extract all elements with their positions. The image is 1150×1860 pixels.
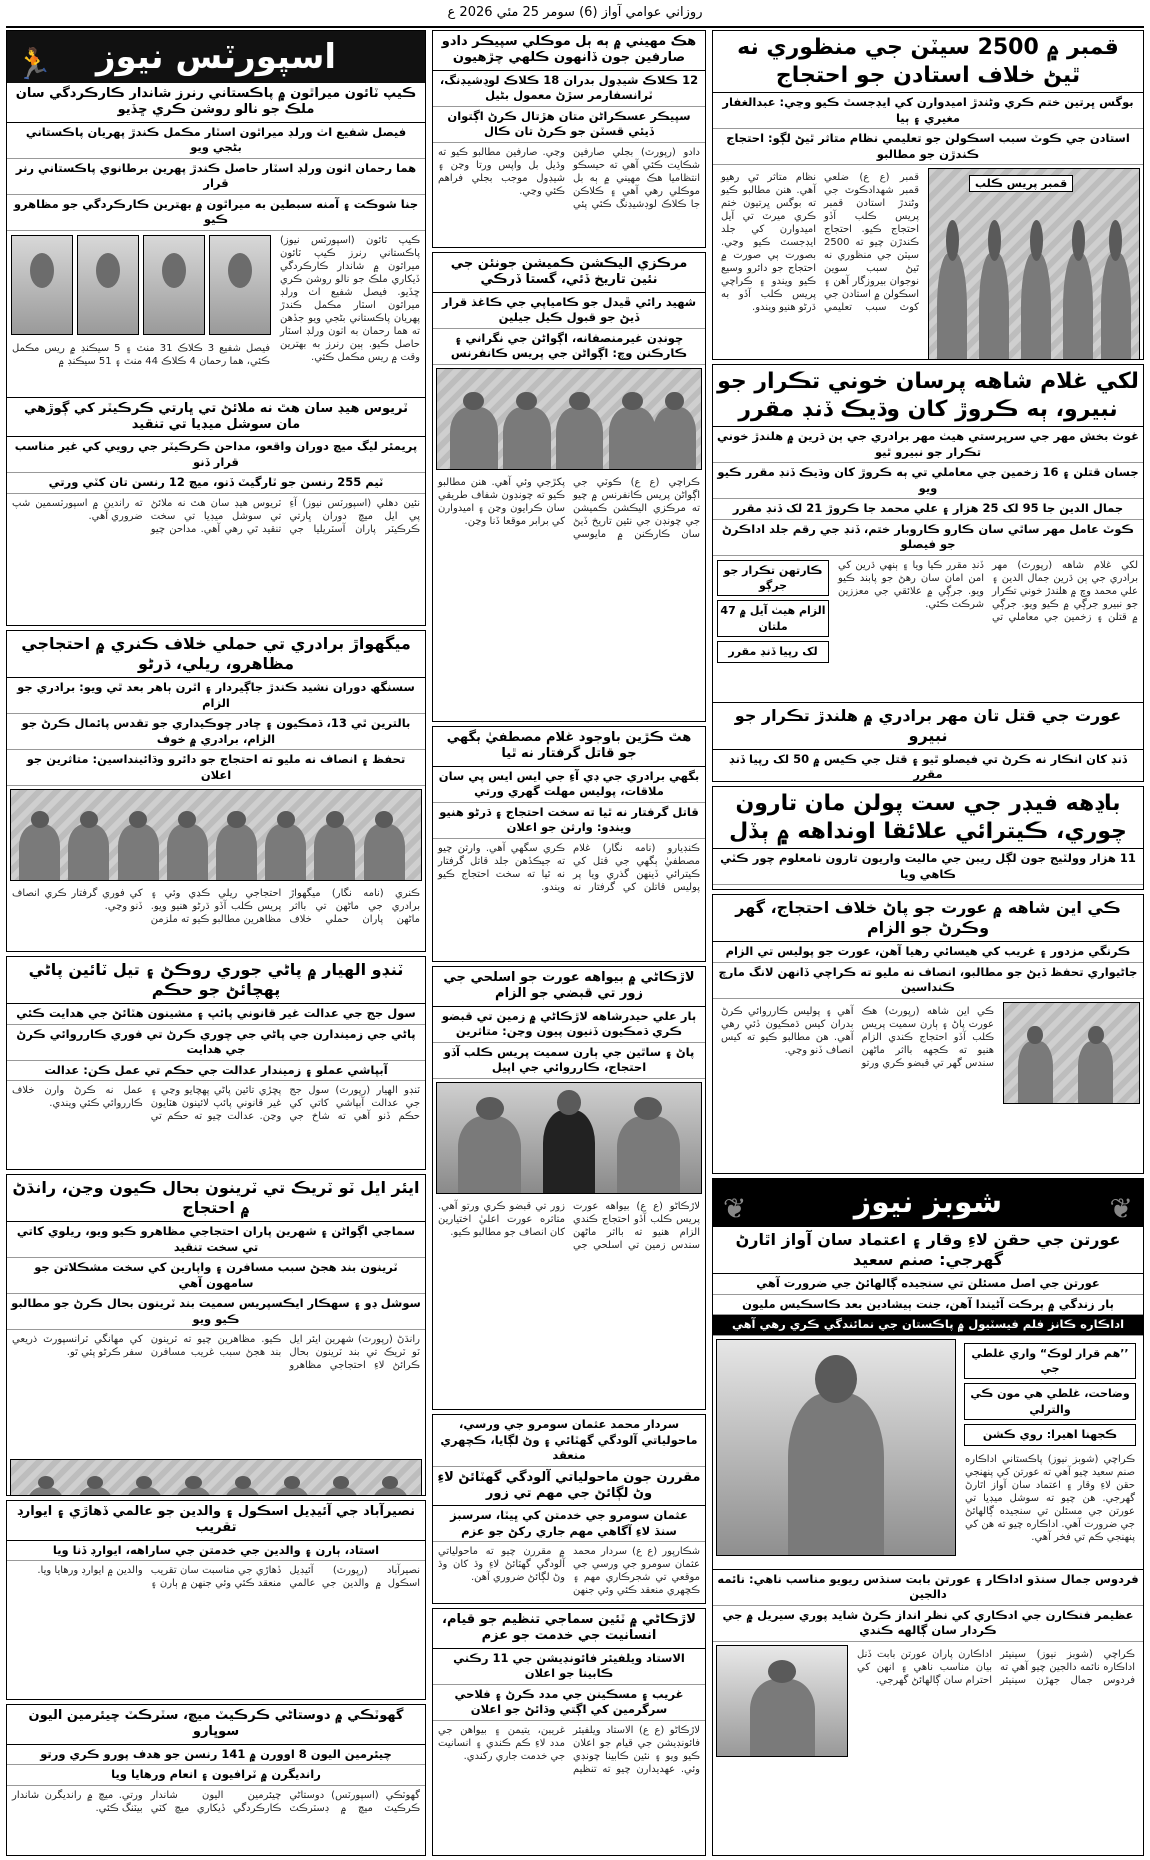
sports-sub1: فيصل شفيع اٺ ورلڊ ميراٿون اسٽار مڪمل ڪندڙ پهريان پاڪستاني بڻجي ويو bbox=[7, 123, 425, 159]
sports-sub2: هما رحمان اٺون ورلڊ اسٽار حاصل ڪندڙ پهرين برطانوي پاڪستاني رنر قرار bbox=[7, 159, 425, 195]
third-headline: عورت جي قتل تان مهر برادري ۾ هلندڙ تڪرار جو نبيرو bbox=[713, 702, 1143, 750]
sports-sub5: ٽيم 255 رنسن جو ٽارگيٽ ڏنو، ميچ 12 رنسن تان کٽي ورتي bbox=[7, 473, 425, 494]
showbiz-sub1: عورتن جي اصل مسئلن تي سنجيده ڳالهائڻ جي ضرورت آهي bbox=[713, 1274, 1143, 1295]
sports-headline: ڪيپ ٽائون ميراٿون ۾ پاڪستاني رنرز شاندار ڪارڪردگي سان ملڪ جو نالو روشن ڪري ڇڏيو bbox=[7, 83, 425, 123]
mid-fourth-story bbox=[432, 966, 706, 1410]
mid-first-sub2: سپيڪر عسڪراڻن متان هڙتال ڪرڻ اڳتوان ڏيئي قسٽن جو ڪرڻ تان ڪال bbox=[433, 107, 705, 143]
left-sixth-body: گهوٽڪي (اسپورٽس) دوستاڻي ڪرڪيٽ ميچ ۾ ڊسٽرڪٽ چيئرمين اليون شاندار ڪارڪردگي ڏيکاري ميچ کٽي ورتي. ميچ ۾ رانديگرن شاندار بيٽنگ ڪئي. bbox=[12, 1789, 420, 1814]
second-sub3: جمال الدين جا 95 لک 25 هزار ۽ علي محمد جا ڪروڙ 21 لک ڏنڊ مقرر bbox=[713, 499, 1143, 520]
lead-photo-tag: قمبر پريس ڪلب bbox=[969, 175, 1073, 192]
mid-sixth-story bbox=[432, 1608, 706, 1856]
runner-photo bbox=[143, 235, 205, 335]
mid-first-headline: هڪ مهيني ۾ ٻه ٻل موڪلي سپيڪر دادو صارفين جون ڏانهون ڪلهي چڙهيون bbox=[433, 31, 705, 71]
showbiz-sub2: ٻار زندگي ۾ ٻرڪت آڻيندا آهن، جنت ٻيشادين بعد ڪاسڪيس مليون bbox=[713, 1295, 1143, 1316]
mid-fifth-sub1: عثمان سومرو جي خدمتن کي ڀيٽا، سرسبز سنڌ لاءِ آگاهي مهم جاري رکڻ جو عزم bbox=[433, 1506, 705, 1542]
showbiz-photo bbox=[716, 1339, 956, 1556]
second-body: لکي غلام شاهه (رپورٽ) مهر برادري جي ٻن ڌرين جمال الدين ۽ علي محمد وچ ۾ هلندڙ خوني تڪرار جو نبيرو جرڳي ۾ ڪيو ويو. جرڳي ۾ قتلن ۽ زخمين جي معاملي تي ڏنڊ مقرر ڪيا ويا ۽ ٻنهي ڌرين کي امن امان سان رهڻ جو پابند ڪيو ويو. جرڳي ۾ علائقي جي معززين شرڪت ڪئي. bbox=[838, 559, 1138, 623]
mid-sixth-headline: لاڙڪاڻي ۾ ٽئين سماجي تنظيم جو قيام، انسانيت جي خدمت جو عزم bbox=[433, 1609, 705, 1649]
mid-fourth-headline: لاڙڪاڻي ۾ بيواهه عورت جو اسلحي جي زور تي قبضي جو الزام bbox=[433, 967, 705, 1007]
left-fifth-body: نصيرآباد (رپورٽ) آئيڊيل اسڪول ۾ والدين جي عالمي ڏهاڙي جي مناسبت سان تقريب منعقد ڪئي وئي جنهن ۾ ٻارن ۽ والدين ۾ ايوارڊ ورهايا ويا. bbox=[37, 1565, 420, 1590]
second-inset1: ڪارتهن تڪرار جو جرڳو bbox=[717, 560, 829, 597]
second-inset3: لک رپيا ڏنڊ مقرر bbox=[717, 641, 829, 662]
runner-icon: 🏃 bbox=[15, 47, 53, 82]
left-second-sub1: سسنگھ دوران نشيد ڪندڙ جاڳيردار ۽ اٿرن ٻاهر بعد ٿي ويو: برادري جو الزام bbox=[7, 678, 425, 714]
sports-headline2: ٽريوس هيڊ سان هٿ نه ملائڻ تي ڀارتي ڪرڪيٽر کي ڳوڙهي مان سوشل ميڊيا تي تنقيد bbox=[7, 397, 425, 438]
second-headline: لکي غلام شاهه پرسان خوني تڪرار جو نبيرو، ٻه ڪروڙ کان وڌيڪ ڏنڊ مقرر bbox=[713, 365, 1143, 427]
left-second-sub3: تحفظ ۽ انصاف نه مليو ته احتجاج جو دائرو وڌائينداسين: متاثرين جو اعلان bbox=[7, 750, 425, 786]
runner-portraits bbox=[7, 231, 275, 339]
left-third-sub1: سول جج جي عدالت غير قانوني پائپ ۽ مشينون هٽائڻ جي هدايت ڪئي bbox=[7, 1004, 425, 1025]
ornament-icon: ❦ bbox=[723, 1192, 747, 1225]
left-column bbox=[6, 30, 426, 1856]
showbiz-inset2: وضاحت، غلطي هي مون ڪي والترلي bbox=[964, 1383, 1136, 1420]
left-third-sub2: پاڻي جي زميندارن جي پاڻي جي چوري ڪرڻ تي فوري ڪارروائي ڪرڻ جي هدايت bbox=[7, 1025, 425, 1061]
left-second-headline: ميگهواڙ برادري تي حملي خلاف ڪنري ۾ احتجاجي مظاهرو، ريلي، ڌرڻو bbox=[7, 631, 425, 678]
second-sub4: ڪوٽ عامل مهر ساٿي سان ڪارو ڪاروبار ختم، ڏنڊ جي رقم جلد اداڪرڻ جو فيصلو bbox=[713, 520, 1143, 556]
mid-third-sub2: قاتل گرفتار نه ٿيا ته سخت احتجاج ۽ ڌرڻو هنيو ويندو: وارثن جو اعلان bbox=[433, 803, 705, 839]
mid-fifth-headline: مقررن جون ماحولياتي آلودگي گهٽائڻ لاءِ وڻ لڳائڻ جي مهم تي زور bbox=[433, 1467, 705, 1507]
sports-stat: فيصل شفيع 3 ڪلاڪ 31 منٽ ۽ 5 سيڪنڊ ۾ ريس مڪمل ڪئي، هما رحمان 4 ڪلاڪ 44 منٽ ۽ 51 سيڪنڊ ۾ bbox=[12, 342, 270, 367]
showbiz-section bbox=[712, 1178, 1144, 1856]
lead-headline: قمبر ۾ 2500 سيٽن جي منظوري نه ٿيڻ خلاف استادن جو احتجاج bbox=[713, 31, 1143, 93]
lead-body: قمبر (ع ع) ضلعي قمبر شهدادڪوٽ جي وڻندڙ استادن قمبر پريس ڪلب آڏو احتجاج ڪيو. احتجاج ڪندڙن چيو ته 2500 سيٽن جي منظوري نه ٿيڻ سبب سوين نوجوان بيروزگار آهن ۽ اسڪولن ۾ استادن جي کوٽ سبب تعليمي نظام متاثر ٿي رهيو آهي. هنن مطالبو ڪيو ته بوگس ڀرتيون ختم ڪري ميرٽ تي آيل اميدوارن کي جلد ايڊجسٽ ڪيو وڃي. بصورت ٻي صورت ۾ احتجاج جو دائرو وسيع ڪيو ويندو ۽ ڪراچي پريس ڪلب آڏو به ڌرڻو هنيو ويندو. bbox=[721, 172, 919, 314]
fourth-sub1: 11 هزار وولٽيج جون لڳل ريبن جي ماليت واريون تارون نامعلوم چور ڪٽي ڪاهي ويا bbox=[713, 849, 1143, 885]
left-fourth-story bbox=[6, 1174, 426, 1496]
mid-second-story bbox=[432, 252, 706, 722]
sports-section bbox=[6, 30, 426, 626]
left-third-headline: ٽنڊو الهيار ۾ پاڻي جوري روڪڻ ۽ تيل ٽائين پاڻي پهچائڻ جو حڪم bbox=[7, 957, 425, 1004]
left-third-sub3: آبپاشي عملو ۽ زميندار عدالت جي حڪم تي عمل ڪن: عدالت bbox=[7, 1061, 425, 1082]
mid-first-body: دادو (رپورٽ) بجلي صارفين شڪايت ڪئي آهي ته حيسڪو انتظاميا هڪ مهيني ۾ ٻه بل موڪلي رهي آهي ۽ ڪلاڪن جا ڪلاڪ لوڊشيڊنگ ڪئي پئي وڃي. صارفين مطالبو ڪيو ته وڌيل بل واپس ورتا وڃن ۽ شيڊول موجب بجلي فراهم ڪئي وڃي. bbox=[438, 146, 700, 210]
lead-story bbox=[712, 30, 1144, 360]
mid-fifth-story bbox=[432, 1414, 706, 1604]
mid-third-story bbox=[432, 726, 706, 962]
mid-first-sub1: 12 ڪلاڪ شيڊول بدران 18 ڪلاڪ لوڊشيڊنگ، ٽرانسفارمر سڙڻ معمول بڻيل bbox=[433, 71, 705, 107]
left-sixth-sub1: چيئرمين اليون 8 اوورن ۾ 141 رنسن جو هدف پورو ڪري ورتو bbox=[7, 1745, 425, 1766]
mid-third-headline: هٿ ڪڙين باوجود غلام مصطفيٰ ٻگهي جو قاتل گرفتار نه ٿيا bbox=[433, 727, 705, 767]
left-sixth-headline: گهوٽڪي ۾ دوستاڻي ڪرڪيٽ ميچ، سٽرڪٽ چيئرمين اليون سوڀارو bbox=[7, 1705, 425, 1745]
showbiz-body: ڪراچي (شوبز نيوز) پاڪستاني اداڪاره صنم سعيد چيو آهي ته عورتن کي پنهنجي حقن لاءِ وقار ۽ اعتماد سان آواز اٿارڻ گهرجي. هن چيو ته سوشل ميڊيا تي عورتن جي مسئلن تي سنجيده ڳالهائڻ جي ضرورت آهي. اداڪاره چيو ته هن کي پنهنجي ڪم تي فخر آهي. bbox=[965, 1453, 1135, 1543]
right-column bbox=[712, 30, 1144, 1856]
left-fifth-sub1: استاد، ٻارن ۽ والدين جي خدمتن جي ساراهه، ايوارڊ ڏنا ويا bbox=[7, 1541, 425, 1562]
third-sub1: ڏنڊ کان انڪار نه ڪرڻ تي فيصلو ٿيو ۽ قتل جي ڪيس ۾ 50 لک رپيا ڏنڊ مقرر bbox=[713, 750, 1143, 782]
second-sub1: غوث بخش مهر جي سرپرستي هيٺ مهر برادري جي ٻن ڌرين ۾ هلندڙ خوني تڪرار جو نبيرو ٿيو bbox=[713, 427, 1143, 463]
left-third-body: ٽنڊو الهيار (رپورٽ) سول جج جي عدالت آبپاشي کاتي کي حڪم ڏنو آهي ته شاخ جي پڇڙي تائين پاڻي پهچايو وڃي ۽ غير قانوني پائپ لائينون هٽايون وڃن. عدالت چيو ته حڪم تي عمل نه ڪرڻ وارن خلاف ڪارروائي ڪئي ويندي. bbox=[12, 1085, 420, 1123]
mid-first-story bbox=[432, 30, 706, 248]
second-inset2: الزام هيٺ آيل ۾ 47 ملتان bbox=[717, 600, 829, 637]
showbiz-sub3: اداڪاره ڪانز فلم فيسٽيول ۾ پاڪستان جي نمائندگي ڪري رهي آهي bbox=[713, 1315, 1143, 1336]
left-fourth-sub2: ٽرينون بند هجڻ سبب مسافرن ۽ واپارين کي سخت مشڪلاتن جو سامهون آهي bbox=[7, 1258, 425, 1294]
showbiz-headline: عورتن جي حقن لاءِ وقار ۽ اعتماد سان آواز اٿارڻ گهرجي: صنم سعيد bbox=[713, 1227, 1143, 1274]
mid-fourth-photo bbox=[436, 1082, 702, 1194]
sports-body2: نئين دهلي (اسپورٽس نيوز) آءِ پي ايل ميچ دوران ڀارتي ڪرڪيٽر پاران آسٽريليا جي ٽريوس هيڊ سان هٿ نه ملائڻ تي سوشل ميڊيا تي سخت تنقيد ٿي رهي آهي. مداحن چيو ته راندين ۾ اسپورٽسمين شپ ضروري آهي. bbox=[12, 497, 420, 535]
left-second-sub2: بالترين ٿي 13، ڌمڪيون ۽ چادر چوڪيداري جو تقدس پائمال ڪرڻ جو الزام، برادري ۾ خوف bbox=[7, 714, 425, 750]
second-story bbox=[712, 364, 1144, 782]
left-fourth-body: رانڌڻ (رپورٽ) شهرين ايئر ايل ٽو ٽريڪ تي بند ٽرينون بحال ڪرائڻ لاءِ احتجاجي مظاهرو ڪيو. مظاهرين چيو ته ٽرينون بند هجڻ سبب غريب مسافرن کي مهانگي ٽرانسپورٽ ذريعي سفر ڪرڻو پئي ٿو. bbox=[12, 1334, 420, 1372]
left-sixth-sub2: رانديگرن ۾ ٽرافيون ۽ انعام ورهايا ويا bbox=[7, 1765, 425, 1786]
left-fifth-headline: نصيرآباد جي آئيڊيل اسڪول ۽ والدين جو عالمي ڏهاڙي ۽ ايوارڊ تقريب bbox=[7, 1501, 425, 1541]
ornament-icon: ❦ bbox=[1109, 1192, 1133, 1225]
fifth-sub2: جاڻيواري تحفظ ڏيڻ جو مطالبو، انصاف نه مليو ته ڪراچي ڏانهن لانگ مارچ ڪنداسين bbox=[713, 963, 1143, 999]
middle-column bbox=[432, 30, 706, 1856]
lead-photo bbox=[928, 168, 1140, 360]
sports-banner-title: اسپورٽس نيوز bbox=[95, 37, 337, 77]
showbiz-inset1: ’’هم قرار لوڪ“ واري غلطي جي bbox=[964, 1343, 1136, 1380]
runner-photo bbox=[11, 235, 73, 335]
fifth-sub1: ڪرنگي مزدور ۽ غريب کي هيسائي رهيا آهن، عورت جو پوليس تي الزام bbox=[713, 942, 1143, 963]
left-second-story bbox=[6, 630, 426, 952]
fourth-story bbox=[712, 786, 1144, 890]
left-fourth-sub3: سوشل ڊو ۽ سهڪار ايڪسپريس سميت بند ٽرينون بحال ڪرڻ جو مطالبو ڪيو ويو bbox=[7, 1294, 425, 1330]
sports-sub3: جنا شوڪت ۽ آمنه سبطين به ميراٿون ۾ بهترين ڪارڪردگي جو مظاهرو ڪيو bbox=[7, 195, 425, 231]
showbiz-sub4: فردوس جمال سنڌو اداڪار ۽ عورتن بابت سنڌس ريويو مناسب ناهي: نائمه دالجين bbox=[713, 1569, 1143, 1606]
left-second-photo bbox=[10, 789, 422, 881]
mid-fifth-top: سردار محمد عثمان سومرو جي ورسي، ماحولياتي آلودگي گهٽائي ۽ وڻ لڳايا، ڪچهري منعقد bbox=[433, 1415, 705, 1467]
mid-second-headline: مرڪزي اليڪشن ڪميشن جونئن جي نئين تاريخ ڏئي، گستا ڏرڪي bbox=[433, 253, 705, 293]
left-third-story bbox=[6, 956, 426, 1170]
left-fourth-sub1: سماجي اڳواڻن ۽ شهرين پاران احتجاجي مظاهرو ڪيو ويو، ريلوي کاتي تي سخت تنقيد bbox=[7, 1222, 425, 1258]
mid-second-body: ڪراچي (ع ع) ڪوٽي جي اڳواڻن پريس ڪانفرنس ۾ چيو ته مرڪزي اليڪشن ڪميشن جي چونڊن جي نئين تاريخ ڏيڻ سان ڪارڪنن ۾ مايوسي پکڙجي وئي آهي. هنن مطالبو ڪيو ته چونڊون شفاف طريقي سان ڪرايون وڃن ۽ اميدوارن کي برابر موقعا ڏنا وڃن. bbox=[438, 476, 700, 540]
mid-fourth-body: لاڙڪاڻو (ع ع) بيواهه عورت پريس ڪلب آڏو احتجاج ڪندي الزام هنيو ته بااثر ماڻهن سندس زمين تي اسلحي جي زور تي قبضو ڪري ورتو آهي. متاثره عورت اعليٰ اختيارين کان انصاف جو مطالبو ڪيو. bbox=[438, 1200, 700, 1251]
mid-second-sub2: چونڊن غيرمنصفانه، اڳواڻن جي نگراني ۽ ڪارڪنن وچ: اڳواڻن جي پريس ڪانفرنس bbox=[433, 329, 705, 365]
showbiz-banner bbox=[713, 1179, 1143, 1227]
showbiz-sub5: عظيمر فنڪارن جي ادڪاري کي نظر انداز ڪرڻ شايد پوري سيريل ۾ جي ڪردار سان ڳالهه ڪندي bbox=[713, 1606, 1143, 1642]
lead-sub2: استادن جي ڪوٽ سبب اسڪولن جو تعليمي نظام متاثر ٿيڻ لڳو: احتجاج ڪندڙن جو مطالبو bbox=[713, 129, 1143, 165]
left-fourth-headline: ايئر ايل ٽو ٽريڪ تي ٽرينون بحال ڪيون وڃن، رانڌڻ ۾ احتجاج bbox=[7, 1175, 425, 1222]
runner-photo bbox=[77, 235, 139, 335]
mid-sixth-sub2: غريب ۽ مسڪينن جي مدد ڪرڻ ۽ فلاحي سرگرمين کي اڳتي وڌائڻ جو اعلان bbox=[433, 1685, 705, 1721]
fifth-story bbox=[712, 894, 1144, 1174]
left-second-body: ڪنري (نامه نگار) ميگهواڙ برادري جي ماڻهن تي بااثر ماڻهن پاران حملي خلاف احتجاجي ريلي ڪڍي وئي ۽ پريس ڪلب آڏو ڌرڻو هنيو ويو. مظاهرين مطالبو ڪيو ته ملزمن کي فوري گرفتار ڪري انصاف ڏنو وڃي. bbox=[12, 888, 420, 926]
sports-body: ڪيپ ٽائون (اسپورٽس نيوز) پاڪستاني رنرز ڪيپ ٽائون ميراٿون ۾ شاندار ڪارڪردگي ڏيکاري ملڪ جو نالو روشن ڪري ڇڏيو. فيصل شفيع اٺ ورلڊ ميراٿون اسٽار مڪمل ڪندڙ پهريان پاڪستاني بڻجي ويو جڏهن ته هما رحمان به اٺون ورلڊ اسٽار حاصل ڪيو. ٻين رنرز به بهترين وقت ۾ ريس مڪمل ڪئي. bbox=[280, 234, 420, 363]
fifth-body: ڪي اين شاهه (رپورٽ) هڪ عورت پاڻ ۽ ٻارن سميت پريس ڪلب آڏو احتجاج ڪندي الزام هنيو ته ڪجهه بااثر ماڻهن سندس گهر تي قبضو ڪري ورتو آهي ۽ پوليس ڪارروائي ڪرڻ بدران کيس ڌمڪيون ڏئي رهي آهي. هن مطالبو ڪيو ته کيس انصاف ڏنو وڃي. bbox=[721, 1005, 994, 1069]
runner-photo bbox=[209, 235, 271, 335]
mid-sixth-body: لاڙڪاڻو (ع ع) الاستاد ويلفيئر فائونڊيشن جي قيام جو اعلان ڪيو ويو ۽ نئين ڪابينا چونڊي وئي. عهديدارن چيو ته تنظيم غريبن، يتيمن ۽ بيواهن جي مدد لاءِ ڪم ڪندي ۽ انسانيت جي خدمت جاري رکندي. bbox=[438, 1724, 700, 1775]
mid-second-sub1: شهيد رائي ڦيدل جو ڪامياپي جي ڪاغذ قرار ڏيڻ جو قبول ڪيل جيلين bbox=[433, 293, 705, 329]
showbiz-banner-title: شوبز نيوز bbox=[853, 1185, 1003, 1220]
lead-sub1: بوگس ڀرتين ختم ڪري وڻندڙ اميدوارن کي ايڊجسٽ ڪيو وڃي: عبدالغفار مغيري ۽ ٻيا bbox=[713, 93, 1143, 129]
showbiz-body2: ڪراچي (شوبز نيوز) سينيئر اداڪاره نائمه دالجين چيو آهي ته فردوس جمال جهڙن سينيئر اداڪارن پاران عورتن بابت ڏنل بيان مناسب ناهي ۽ انهن کي احترام سان ڳالهائڻ گهرجي. bbox=[857, 1648, 1135, 1686]
masthead: روزاني عوامي آواز (6) سومر 25 مئي 2026 ع bbox=[6, 0, 1144, 28]
fifth-headline: ڪي اين شاهه ۾ عورت جو پاڻ خلاف احتجاج، گهر وڪرڻ جو الزام bbox=[713, 895, 1143, 942]
mid-fifth-body: شڪارپور (ع ع) سردار محمد عثمان سومرو جي ورسي جي موقعي تي شجرڪاري مهم ۽ ڪچهري منعقد ڪئي وئي جنهن ۾ مقررن چيو ته ماحولياتي آلودگي گهٽائڻ لاءِ وڌ کان وڌ وڻ لڳائڻ ضروري آهن. bbox=[438, 1546, 700, 1597]
left-fifth-story bbox=[6, 1500, 426, 1700]
mid-third-body: ڪنڊيارو (نامه نگار) غلام مصطفيٰ ٻگهي جي قتل کي ڪيترائي ڏينهن گذري ويا پر پوليس قاتلن کي گرفتار نه ڪري سگهي آهي. وارثن چيو ته جيڪڏهن جلد قاتل گرفتار نه ٿيا ته سخت احتجاج ڪيو ويندو. bbox=[438, 842, 700, 893]
mid-sixth-sub1: الاستاد ويلفيئر فائونڊيشن جي 11 رڪني ڪابينا جو اعلان bbox=[433, 1649, 705, 1685]
left-fourth-photo bbox=[10, 1459, 422, 1496]
mid-third-sub1: بگهي برادري جي ڊي آءِ جي ايس ايس پي سان ملاقات، پوليس مهلت گهري ورتي bbox=[433, 767, 705, 803]
fifth-photo bbox=[1003, 1002, 1140, 1104]
mid-second-photo bbox=[436, 368, 702, 470]
second-sub2: جسان قتلن ۽ 16 زخمين جي معاملي تي ٻه ڪروڙ کان وڌيڪ ڏنڊ مقرر ڪيو ويو bbox=[713, 463, 1143, 499]
fourth-headline: باڍهه فيڊر جي ست پولن مان تارون چوري، ڪيترائي علائقا اونداهه ۾ ٻڏل bbox=[713, 787, 1143, 849]
fourth-sub2 bbox=[713, 885, 1143, 890]
left-sixth-story bbox=[6, 1704, 426, 1856]
sports-sub4: پريمئر ليگ ميچ دوران واقعو، مداحن ڪرڪيٽر جي رويي کي غير مناسب قرار ڏنو bbox=[7, 437, 425, 473]
showbiz-photo2 bbox=[716, 1645, 848, 1757]
content-grid bbox=[6, 30, 1144, 1856]
sports-banner bbox=[7, 31, 425, 83]
mid-fourth-sub2: پاڻ ۽ ساٿين جي ٻارن سميت پريس ڪلب آڏو احتجاج، ڪارروائي جي اپيل bbox=[433, 1043, 705, 1079]
mid-fourth-sub1: ٻار علي حيدرشاهه لاڙڪاڻي ۾ زمين تي قبضو ڪري ڌمڪيون ڏنيون پيون وڃن: متاثرين bbox=[433, 1007, 705, 1043]
showbiz-inset3: ڪجهنا اهيرا: روي ڪشن bbox=[964, 1424, 1136, 1445]
